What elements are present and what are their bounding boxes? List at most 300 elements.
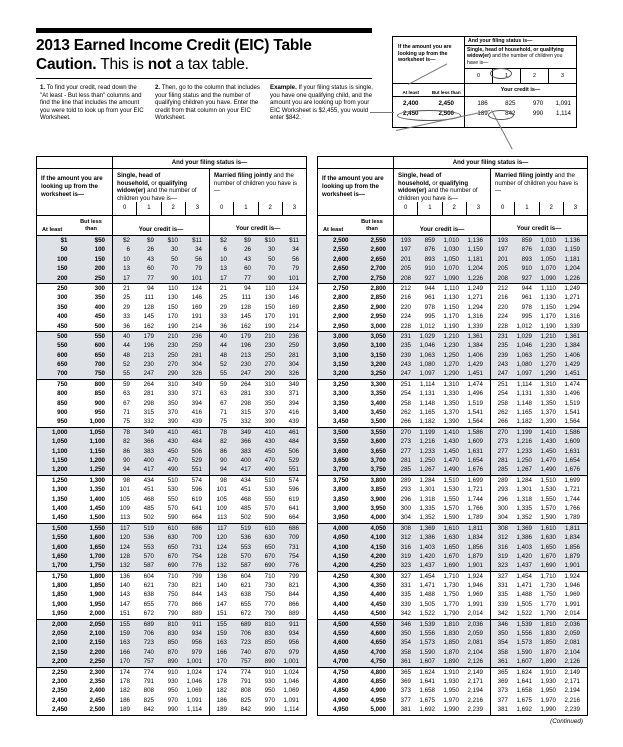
credit-single-c2: 450 [167,447,178,455]
credit-single-c0: 170 [119,658,130,666]
row-credits-married-left-1-0 [210,284,306,293]
table-row [318,369,587,378]
table-row [37,332,306,341]
table-row [318,322,587,331]
credit-single-c2: 630 [167,534,178,542]
credit-married-c0: 155 [216,620,227,628]
credit-single-c3: 1,204 [467,265,483,273]
credit-single-c1: 1,267 [419,466,435,474]
credit-single-c2: 470 [167,456,178,464]
caution-line [36,55,376,74]
credit-single-c1: 26 [147,246,154,254]
credit-single-c3: 686 [191,524,202,532]
credit-single-c1: 1,063 [419,351,435,359]
row-credits-married-right-3-1 [491,389,587,398]
credit-married-c2: 470 [264,456,275,464]
credit-single-c1: 1,352 [419,514,435,522]
credit-single-c3: 349 [191,380,202,388]
credit-single-c0: 293 [400,486,411,494]
row-credits-married-left-0-4 [210,274,306,283]
credit-married-c3: 484 [288,438,299,446]
table-header-row-3 [37,216,306,236]
table-row [318,504,587,513]
credit-single-c2: 1,250 [443,351,459,359]
row-credits-married-left-2-0 [210,332,306,341]
credit-married-c0: 381 [497,706,508,714]
credit-married-c1: 587 [240,562,251,570]
row-at-least: 2,100 [52,639,68,647]
row-at-least: 1,100 [52,447,68,455]
example-range-column [393,84,465,128]
credit-married-c1: $9 [244,237,251,244]
credit-single-c0: 132 [119,562,130,570]
row-credits-married-left-2-3 [210,360,306,369]
credit-single-c1: 485 [143,504,154,512]
credit-married-c0: 120 [216,534,227,542]
row-credits-married-right-9-4 [491,705,587,714]
credit-married-c0: 82 [220,438,227,446]
credit-single-c2: 430 [167,438,178,446]
credit-married-c3: 2,036 [564,620,580,628]
row-credits-married-right-9-2 [491,686,587,695]
credit-single-c0: 377 [400,696,411,704]
row-credits-married-left-8-3 [210,648,306,657]
credit-married-c1: 417 [240,466,251,474]
row-credits-single-left-9-3 [113,696,210,705]
credit-married-c2: 130 [264,294,275,302]
credit-married-c3: 1,901 [564,562,580,570]
table-row [37,561,306,570]
credit-married-c0: 369 [497,677,508,685]
row-but-less: 3,200 [370,361,386,369]
row-at-least: 2,650 [333,265,349,273]
example-row-0-at-least: 2,400 [403,100,419,107]
row-range-left-7-4 [37,609,113,618]
row-but-less: 1,950 [89,600,105,608]
row-but-less: 4,200 [370,552,386,560]
table-row [318,620,587,629]
example-child-col-2: 2 [521,69,549,83]
credit-married-c3: 236 [288,332,299,340]
credit-married-c1: 162 [240,322,251,330]
credit-married-c0: 281 [497,456,508,464]
credit-married-c2: 1,230 [540,342,556,350]
credit-married-c3: 326 [288,370,299,378]
example-child-col-1: 1 [493,69,521,83]
row-credits-single-left-0-3 [113,264,210,273]
row-but-less: 2,200 [89,648,105,656]
row-but-less: 1,350 [89,486,105,494]
row-range-left-9-2 [37,686,113,695]
credit-single-c0: 239 [400,351,411,359]
single-status-column-left [113,169,210,215]
credit-married-c0: 151 [216,610,227,618]
credit-married-c1: 740 [240,648,251,656]
credit-single-c1: 1,403 [419,543,435,551]
row-group-right-2 [318,332,587,380]
credit-married-c0: 105 [216,495,227,503]
example-r1-c1: 842 [505,110,516,117]
credit-single-c1: 213 [143,351,154,359]
credit-single-c3: 34 [195,246,202,254]
credit-married-c1: 264 [240,380,251,388]
table-row [318,705,587,714]
credit-single-c2: 930 [167,677,178,685]
credit-single-c0: 44 [123,342,130,350]
row-but-less: 2,500 [89,706,105,714]
credit-married-c0: 377 [497,696,508,704]
row-range-left-5-0 [37,476,113,485]
row-but-less: 1,200 [89,456,105,464]
credit-married-c1: 1,131 [516,390,532,398]
row-range-right-2-3 [318,360,394,369]
credit-single-c0: 143 [119,591,130,599]
credit-single-c0: 109 [119,504,130,512]
row-but-less: 2,350 [89,677,105,685]
row-range-right-9-4 [318,705,394,714]
credit-single-c2: 950 [167,687,178,695]
row-credits-single-right-0-3 [394,264,491,273]
row-range-left-2-3 [37,360,113,369]
credit-single-c1: 247 [143,370,154,378]
credit-single-c0: 300 [400,504,411,512]
credit-single-c3: 461 [191,428,202,436]
credit-married-c3: 1,046 [283,677,299,685]
credit-married-c3: 1,069 [283,687,299,695]
row-but-less: 4,850 [370,677,386,685]
credit-married-c0: 373 [497,687,508,695]
row-but-less: 1,000 [89,418,105,426]
caution-text-2: a tax table. [171,56,249,73]
credit-single-c0: 273 [400,438,411,446]
credit-married-c3: 1,811 [564,524,580,532]
credit-married-c1: 604 [240,572,251,580]
credit-single-c3: 1,946 [467,582,483,590]
credit-single-c2: 130 [167,294,178,302]
credit-married-c1: 1,267 [516,466,532,474]
credit-single-c2: 110 [168,284,178,292]
credit-married-c1: 247 [240,370,251,378]
table-row [318,465,587,474]
row-but-less: 600 [94,342,105,350]
row-at-least: 1,300 [52,486,68,494]
credit-single-c2: 970 [167,696,178,704]
amount-lookup-label-left: If the amount you are looking up from the worksheet is— [37,169,113,215]
credit-single-c0: 94 [123,466,130,474]
row-credits-single-right-5-1 [394,485,491,494]
credit-married-c2: 1,690 [540,562,556,570]
married-child-col-0-left: 0 [210,202,234,215]
credit-single-c1: 1,692 [419,706,435,714]
credit-married-c3: 1,361 [564,332,580,340]
credit-single-c3: 1,406 [467,351,483,359]
row-range-left-9-1 [37,677,113,686]
credit-married-c3: 2,194 [564,687,580,695]
credit-married-c1: 1,216 [516,438,532,446]
credit-single-c2: 1,970 [443,696,459,704]
credit-single-c0: 67 [123,399,130,407]
credit-married-c2: 1,030 [540,246,556,254]
table-row [37,552,306,561]
credit-married-c1: 1,641 [516,677,532,685]
credit-married-c1: 1,097 [516,370,532,378]
credit-married-c0: 17 [220,274,227,282]
row-at-least: 3,500 [333,428,349,436]
row-credits-married-left-0-0 [210,236,306,245]
credit-married-c3: 506 [288,447,299,455]
credit-single-c1: 1,131 [419,390,435,398]
example-credit-header: Your credit is— [465,84,576,97]
row-credits-single-left-4-4 [113,465,210,474]
row-credits-married-left-7-1 [210,581,306,590]
row-at-least: 1,500 [52,524,68,532]
credit-single-c0: 365 [400,668,411,676]
credit-married-c3: 1,924 [564,572,580,580]
credit-married-c2: 510 [264,476,275,484]
row-credits-married-right-1-4 [491,322,587,331]
credit-married-c2: 1,190 [540,322,556,330]
row-credits-married-left-7-0 [210,572,306,581]
row-credits-single-left-2-2 [113,351,210,360]
credit-single-c3: 1,384 [467,342,483,350]
example-child-columns [465,69,576,83]
credit-married-c0: 67 [220,399,227,407]
credit-single-c3: 281 [191,351,202,359]
credit-single-c0: 228 [400,322,411,330]
row-at-least: 4,200 [333,562,349,570]
credit-single-c0: 197 [400,246,411,254]
credit-married-c3: 1,946 [564,582,580,590]
credit-married-c1: 332 [240,418,251,426]
row-credits-single-right-6-3 [394,552,491,561]
table-row [37,437,306,446]
credit-married-c1: 1,080 [516,361,532,369]
row-at-least: 3,250 [333,380,349,388]
row-but-less: 900 [94,399,105,407]
credit-single-c3: 1,249 [467,284,483,292]
credit-married-c1: 128 [240,303,251,311]
credit-married-c2: 1,410 [540,428,556,436]
credit-single-c2: 30 [171,246,178,254]
example-text: If your filing status is single, you have one qualifying child, and the amount you are looking up from your EIC Worksheet is $2,455, you would enter $842. [270,84,373,122]
instruction-example [270,84,376,122]
credit-married-c3: 79 [292,265,299,273]
row-credits-married-right-7-1 [491,581,587,590]
row-but-less: 1,800 [89,572,105,580]
credit-married-c1: 655 [240,600,251,608]
example-at-least-label: At least [402,90,420,95]
credit-single-c3: 2,036 [467,620,483,628]
credit-header-single-right: Your credit is— [394,216,491,235]
row-but-less: 4,300 [370,572,386,580]
credit-married-c1: 995 [521,313,532,321]
credit-married-c2: 710 [264,572,275,580]
row-credits-married-left-0-3 [210,264,306,273]
credit-married-c3: 2,216 [564,696,580,704]
row-but-less: 2,300 [89,668,105,676]
credit-single-c3: 1,271 [467,294,483,302]
credit-single-c0: 319 [400,552,411,560]
example-but-less-label: But less than [431,90,461,95]
table-row [37,351,306,360]
row-range-right-6-2 [318,543,394,552]
row-range-right-2-2 [318,351,394,360]
row-credits-married-left-8-4 [210,657,306,666]
table-row [318,236,587,245]
row-credits-married-left-2-2 [210,351,306,360]
credit-single-c0: 205 [400,265,411,273]
row-credits-married-left-0-1 [210,245,306,254]
credit-single-c1: 995 [424,313,435,321]
row-group-left-9 [37,668,306,715]
row-range-right-2-1 [318,341,394,350]
credit-single-c0: 6 [126,246,130,254]
credit-married-c0: 75 [220,418,227,426]
row-credits-married-left-9-3 [210,696,306,705]
credit-married-c0: 243 [497,361,508,369]
credit-single-c3: 1,586 [467,428,483,436]
table-row [318,524,587,533]
credit-single-c0: 36 [123,322,130,330]
range-header-right [318,216,394,235]
row-credits-married-left-1-1 [210,293,306,302]
credit-single-c0: 369 [400,677,411,685]
credit-married-c0: 78 [220,428,227,436]
credit-single-c1: 1,488 [419,591,435,599]
credit-single-c3: 551 [191,466,202,474]
credit-married-c0: 10 [220,255,227,263]
row-at-least: 3,150 [333,361,349,369]
row-at-least: 150 [57,265,68,273]
credit-single-c1: 893 [424,255,435,263]
credit-married-c2: 830 [264,630,275,638]
row-credits-married-right-3-4 [491,417,587,426]
credit-married-c0: 304 [497,514,508,522]
row-but-less: 4,750 [370,658,386,666]
table-row [318,408,587,417]
credit-married-c1: 485 [240,504,251,512]
credit-single-c1: 978 [424,303,435,311]
credit-married-c0: 52 [220,361,227,369]
credit-married-c1: 1,488 [516,591,532,599]
credit-married-c3: 1,879 [564,552,580,560]
row-credits-single-left-1-1 [113,293,210,302]
credit-header-married-right: Your credit is— [516,225,562,232]
credit-married-c2: 190 [264,322,275,330]
credit-single-c2: 1,550 [443,495,459,503]
row-range-left-0-4 [37,274,113,283]
credit-married-c1: 910 [521,265,532,273]
credit-single-c0: 124 [119,543,130,551]
row-but-less: 1,250 [89,466,105,474]
row-credits-single-left-8-2 [113,638,210,647]
row-group-left-4 [37,428,306,476]
credit-single-c2: 1,630 [443,534,459,542]
row-at-least: 1,200 [52,466,68,474]
credit-married-c2: 1,890 [540,658,556,666]
credit-single-c2: 70 [171,265,178,273]
row-credits-married-right-8-4 [491,657,587,666]
credit-married-c0: 193 [497,237,508,244]
row-credits-single-left-5-2 [113,495,210,504]
row-range-right-6-3 [318,552,394,561]
row-credits-single-right-7-1 [394,581,491,590]
credit-single-c0: 33 [123,313,130,321]
credit-married-c1: 1,539 [516,620,532,628]
document-header [36,36,376,74]
credit-single-c1: 179 [143,332,154,340]
status-columns-right [394,169,587,215]
credit-married-c3: 1,564 [564,418,580,426]
credit-single-c0: 90 [123,456,130,464]
row-credits-married-right-5-0 [491,476,587,485]
credit-single-c2: 1,790 [443,610,459,618]
row-range-right-0-4 [318,274,394,283]
credit-married-c1: 944 [521,284,532,292]
credit-married-c0: 296 [497,495,508,503]
table-row [318,638,587,647]
credit-single-c0: 281 [400,456,411,464]
row-credits-married-left-1-3 [210,312,306,321]
credit-single-c2: 870 [167,648,178,656]
credit-single-c3: 371 [191,390,202,398]
row-credits-married-right-1-2 [491,303,587,312]
row-but-less: 700 [94,361,105,369]
row-at-least: 3,700 [333,466,349,474]
credit-married-c0: 216 [497,294,508,302]
credit-single-c1: 349 [143,428,154,436]
row-at-least: 2,700 [333,274,349,282]
credit-single-c0: 63 [123,390,130,398]
table-row [37,638,306,647]
credit-married-c1: 468 [240,495,251,503]
credit-single-c3: 1,654 [467,456,483,464]
filing-status-header-left: And your filing status is— [171,159,248,166]
credit-married-c2: 1,630 [540,534,556,542]
credit-single-c0: 174 [119,668,130,676]
credit-single-c0: 285 [400,466,411,474]
credit-married-c3: 2,126 [564,658,580,666]
credit-married-c3: 2,059 [564,630,580,638]
credit-single-c2: 50 [171,255,178,263]
row-credits-married-right-6-2 [491,543,587,552]
table-row [37,476,306,485]
row-credits-single-left-0-2 [113,255,210,264]
row-at-least: 2,800 [333,294,349,302]
row-at-least: 4,100 [333,543,349,551]
credit-single-c1: 332 [143,418,154,426]
table-row [37,504,306,513]
credit-single-c2: 150 [167,303,178,311]
row-range-right-3-1 [318,389,394,398]
row-at-least: 1,600 [52,543,68,551]
credit-married-c3: 2,081 [564,639,580,647]
row-credits-single-right-0-2 [394,255,491,264]
row-credits-married-right-0-3 [491,264,587,273]
credit-single-c3: 1,901 [467,562,483,570]
credit-married-c3: 416 [288,409,299,417]
credit-married-c0: 113 [217,514,227,522]
credit-single-c0: 40 [123,332,130,340]
credit-single-c1: 1,505 [419,600,435,608]
row-but-less: 1,400 [89,495,105,503]
credit-married-c2: 750 [264,591,275,599]
credit-single-c3: 866 [191,600,202,608]
table-row [37,322,306,331]
credit-single-c2: 330 [167,390,178,398]
row-credits-married-left-8-2 [210,638,306,647]
row-but-less: 4,100 [370,534,386,542]
